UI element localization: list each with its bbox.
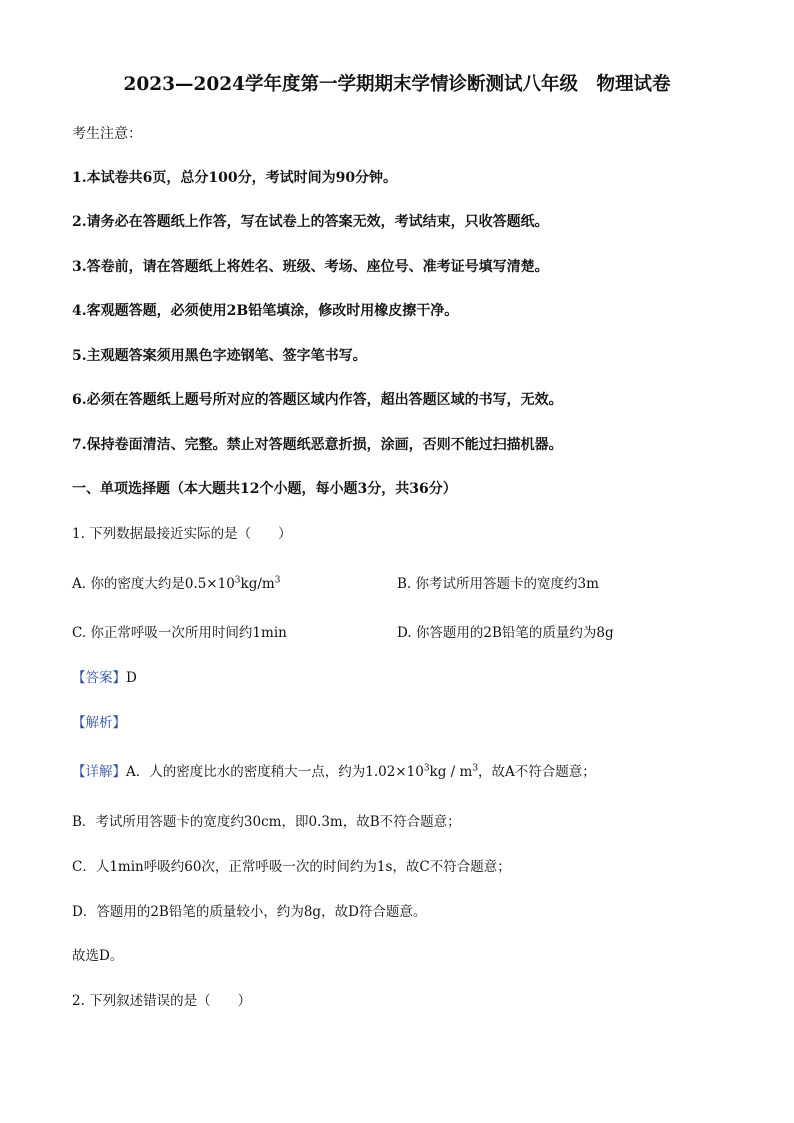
detail-a-text: A．人的密度比水的密度稍大一点，约为1.02×10 [126,764,424,780]
question-1-option-c: C. 你正常呼吸一次所用时间约1min [72,625,287,641]
section-heading: 一、单项选择题（本大题共12个小题，每小题3分，共36分） [72,481,457,497]
question-1-option-b: B. 你考试所用答题卡的宽度约3m [397,576,599,592]
answer-value: D [126,670,137,686]
notice-heading: 考生注意： [72,126,142,142]
conclusion-line: 故选D。 [72,948,124,964]
question-1-option-d: D. 你答题用的2B铅笔的质量约为8g [397,625,614,641]
notice-item-1: 1.本试卷共6页，总分100分，考试时间为90分钟。 [72,170,398,186]
detail-a-conclusion: ，故A不符合题意； [478,764,596,780]
detail-line-b: B．考试所用答题卡的宽度约30cm，即0.3m，故B不符合题意； [72,814,461,830]
detail-a-unit: kg / m [429,764,473,780]
analysis-tag: 【解析】 [72,715,126,731]
notice-item-5: 5.主观题答案须用黑色字迹钢笔、签字笔书写。 [72,348,367,364]
notice-item-7: 7.保持卷面清洁、完整。禁止对答题纸恶意折损，涂画，否则不能过扫描机器。 [72,437,563,453]
option-a-unit: kg/m [240,576,275,592]
notice-item-3: 3.答卷前，请在答题纸上将姓名、班级、考场、座位号、准考证号填写清楚。 [72,259,549,275]
option-a-exponent: 3 [234,575,241,586]
detail-line-a [72,760,596,780]
detail-a-exponent: 3 [423,763,430,774]
detail-line-c: C．人1min呼吸约60次，正常呼吸一次的时间约为1s，故C不符合题意； [72,859,511,875]
notice-item-6: 6.必须在答题纸上题号所对应的答题区域内作答，超出答题区域的书写，无效。 [72,392,563,408]
detail-tag: 【详解】 [72,764,126,780]
notice-item-2: 2.请务必在答题纸上作答，写在试卷上的答案无效，考试结束，只收答题纸。 [72,214,549,230]
question-1-stem: 1. 下列数据最接近实际的是（ ） [72,526,292,542]
notice-item-4: 4.客观题答题，必须使用2B铅笔填涂，修改时用橡皮擦干净。 [72,303,459,319]
detail-line-d: D．答题用的2B铅笔的质量较小，约为8g，故D符合题意。 [72,904,427,920]
question-2-stem: 2. 下列叙述错误的是（ ） [72,993,252,1009]
detail-a-unit-exponent: 3 [472,763,479,774]
option-a-text: A. 你的密度大约是0.5×10 [72,576,235,592]
answer-line [72,666,137,686]
question-1-option-a [72,572,280,592]
exam-title: 2023—2024学年度第一学期期末学情诊断测试八年级 物理试卷 [123,74,671,95]
answer-tag: 【答案】 [72,670,126,686]
option-a-unit-exponent: 3 [274,575,281,586]
